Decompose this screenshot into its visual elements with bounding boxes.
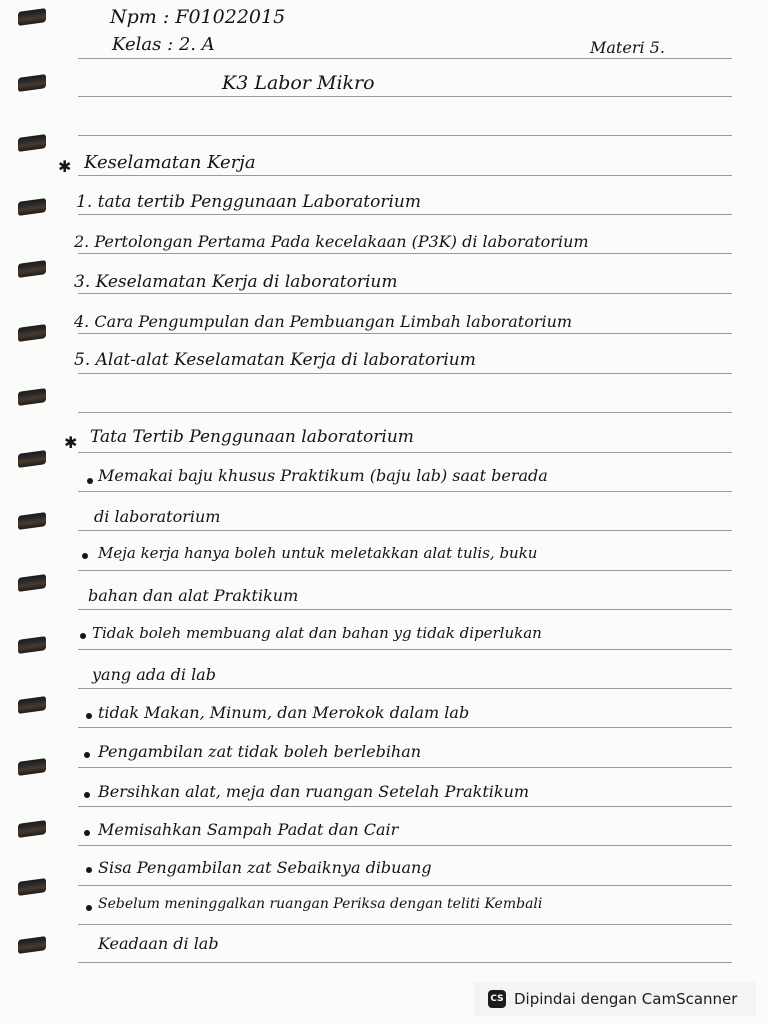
bullet-dot [80,633,86,639]
bullet-dot [84,830,90,836]
bullet-dot [84,792,90,798]
asterisk-icon: ✱ [58,157,72,176]
section2-bullet-9-line1: Sebelum meninggalkan ruangan Periksa dengan teliti Kembali [98,896,543,912]
materi-label: Materi 5. [590,38,665,57]
section2-bullet-8: Sisa Pengambilan zat Sebaiknya dibuang [98,858,432,877]
camscanner-icon: CS [488,990,506,1008]
section2-bullet-6: Bersihkan alat, meja dan ruangan Setelah Praktikum [98,782,530,801]
section1-item-2: 2. Pertolongan Pertama Pada kecelakaan (P3K) di laboratorium [74,232,589,251]
section2-bullet-7: Memisahkan Sampah Padat dan Cair [98,820,399,839]
bullet-dot [86,867,92,873]
section2-bullet-3-line2: yang ada di lab [92,665,216,684]
page-title: K3 Labor Mikro [222,72,375,94]
section2-heading: Tata Tertib Penggunaan laboratorium [90,427,414,447]
asterisk-icon: ✱ [64,433,78,452]
bullet-dot [84,752,90,758]
section1-item-5: 5. Alat-alat Keselamatan Kerja di laboratorium [74,350,476,370]
section2-bullet-3-line1: Tidak boleh membuang alat dan bahan yg tidak diperlukan [92,624,542,642]
kelas-label: Kelas : 2. A [112,34,215,55]
section2-bullet-4: tidak Makan, Minum, dan Merokok dalam lab [98,703,470,722]
bullet-dot [86,713,92,719]
section1-item-4: 4. Cara Pengumpulan dan Pembuangan Limbah laboratorium [74,312,573,331]
bullet-dot [87,478,93,484]
section2-bullet-9-line2: Keadaan di lab [98,934,219,953]
section1-heading: Keselamatan Kerja [84,152,256,173]
section1-item-1: 1. tata tertib Penggunaan Laboratorium [76,192,422,212]
npm-label: Npm : F01022015 [110,6,286,28]
bullet-dot [86,905,92,911]
bullet-dot [82,553,88,559]
camscanner-watermark [474,982,756,1016]
section1-item-3: 3. Keselamatan Kerja di laboratorium [74,272,398,292]
section2-bullet-2-line1: Meja kerja hanya boleh untuk meletakkan alat tulis, buku [98,544,538,562]
section2-bullet-1-line2: di laboratorium [94,507,221,526]
section2-bullet-5: Pengambilan zat tidak boleh berlebihan [98,742,422,761]
section2-bullet-2-line2: bahan dan alat Praktikum [88,586,299,605]
watermark-text: Dipindai dengan CamScanner [514,990,738,1008]
section2-bullet-1-line1: Memakai baju khusus Praktikum (baju lab) saat berada [98,466,548,485]
